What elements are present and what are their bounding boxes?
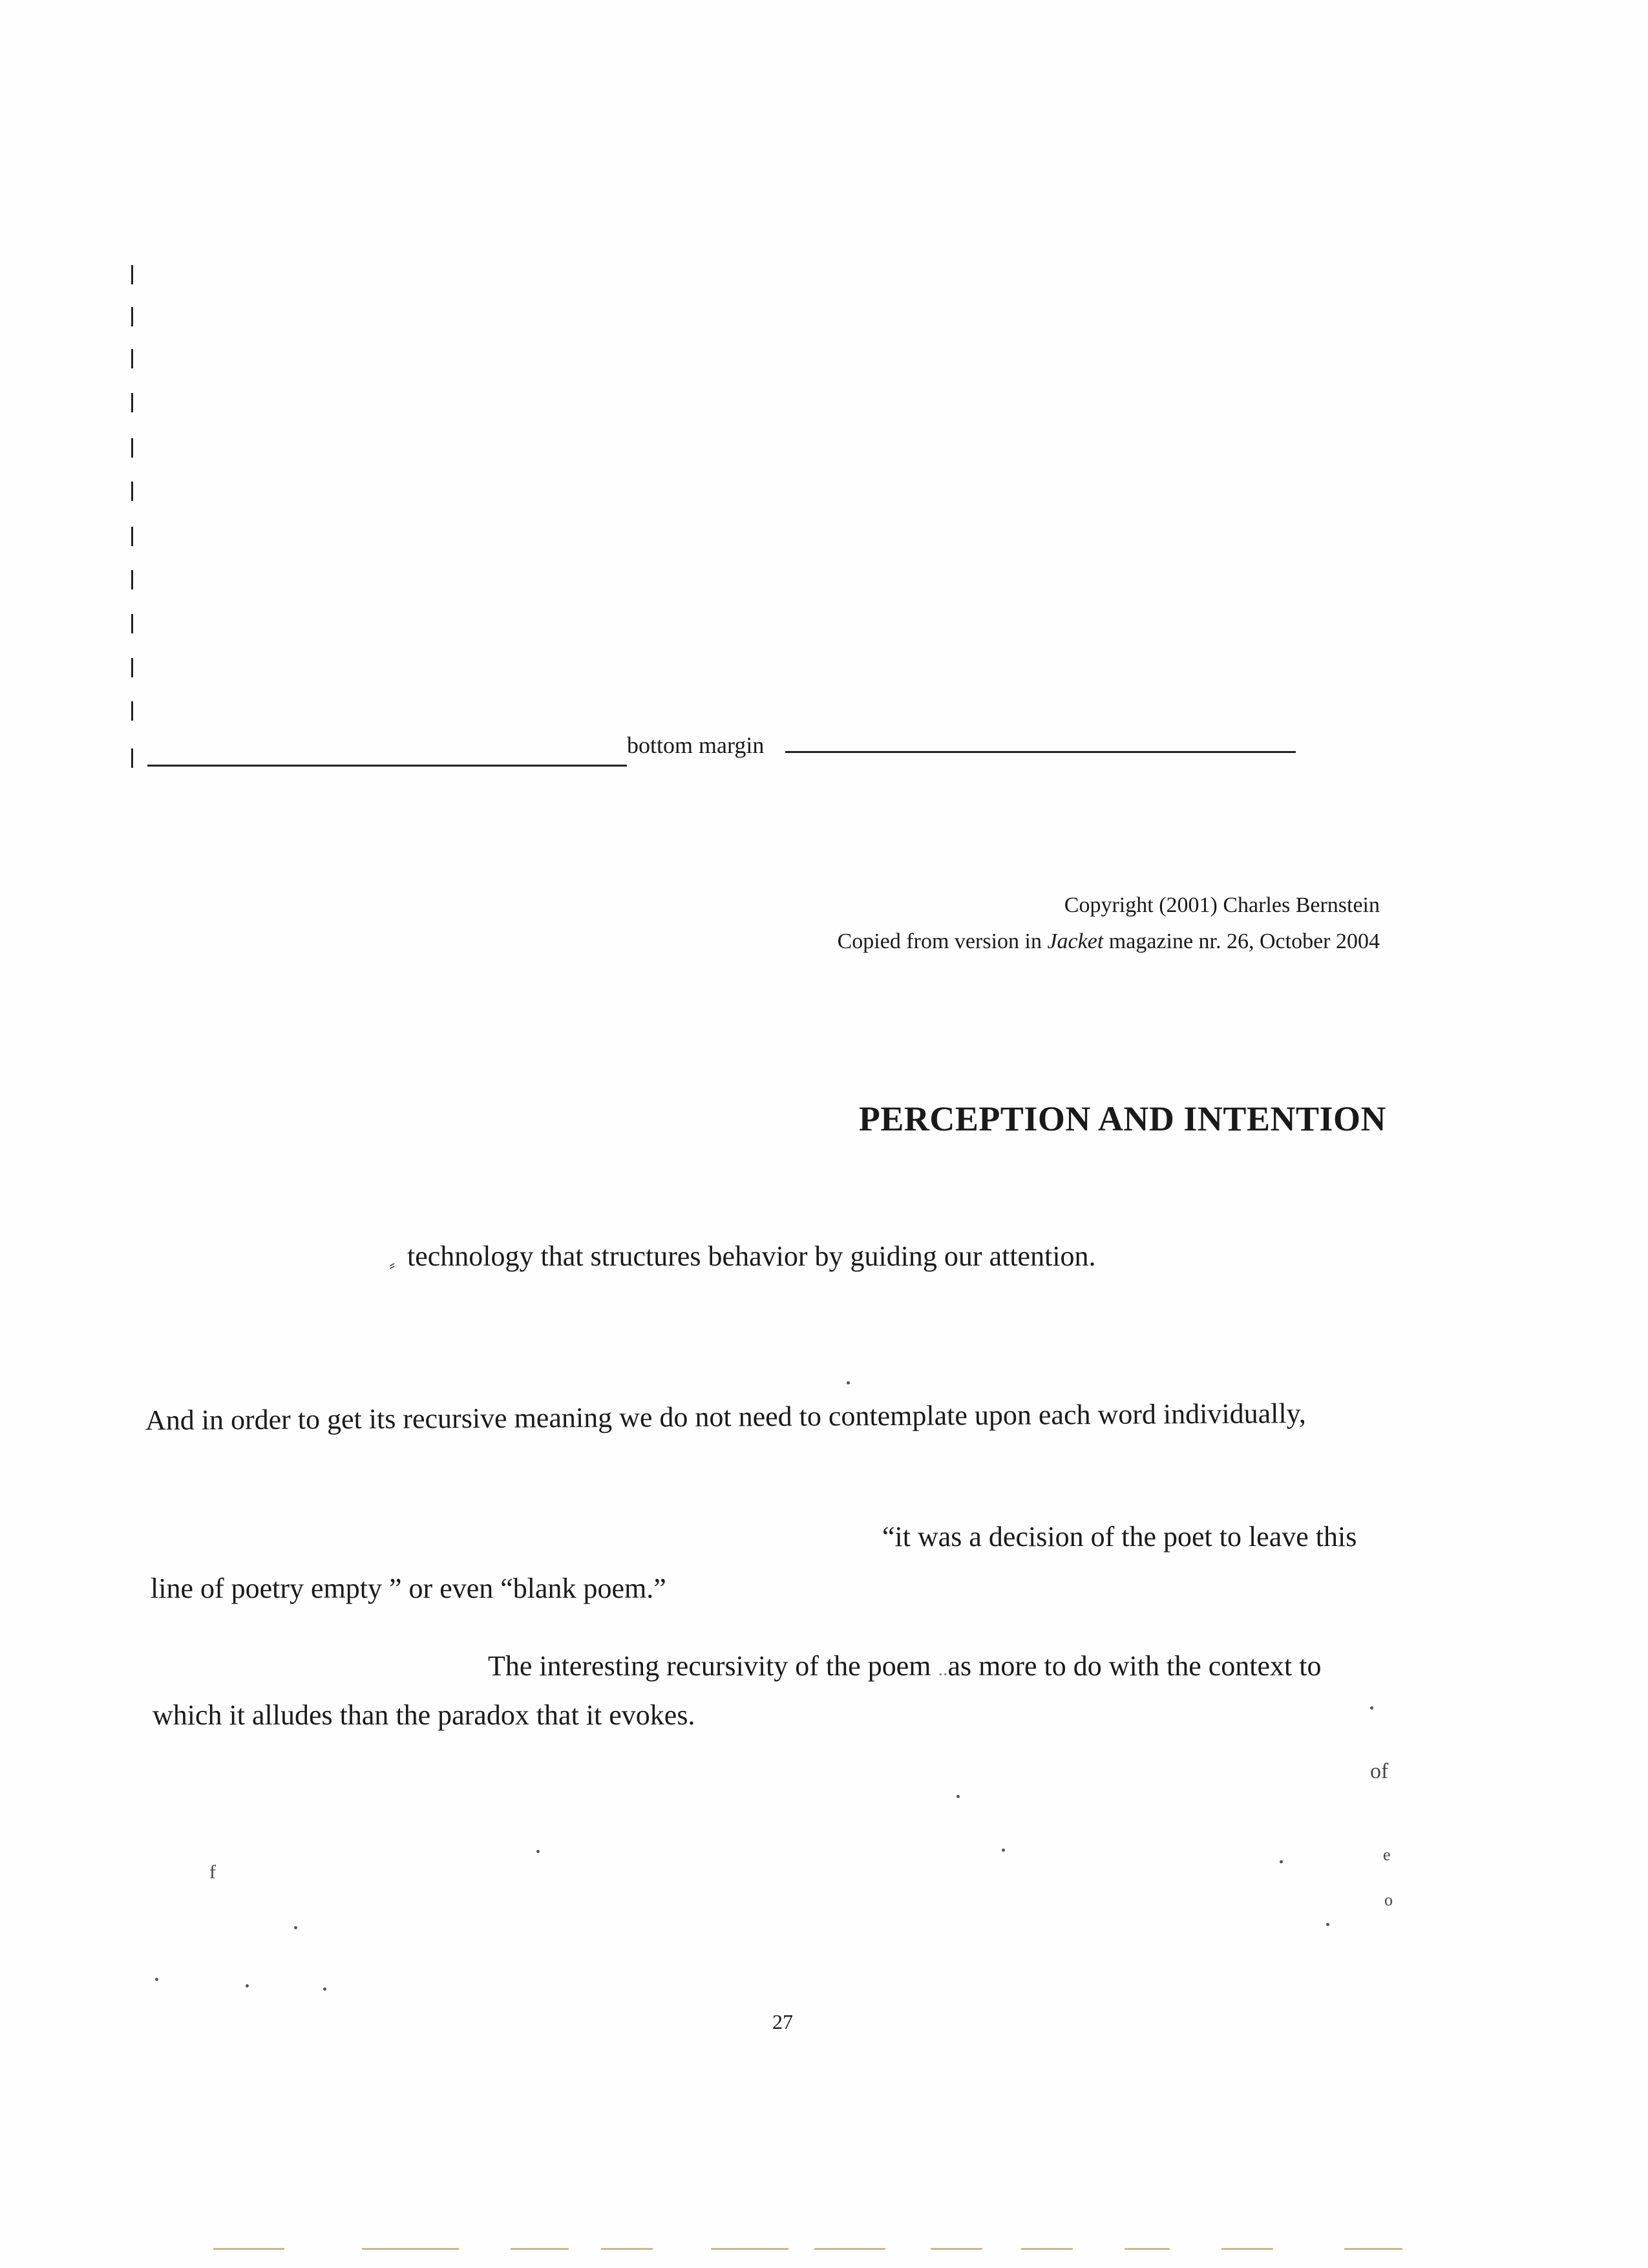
fragment-of: of (1370, 1759, 1389, 1783)
scan-artifact (601, 2248, 653, 2250)
scan-artifact (814, 2248, 885, 2250)
scan-artifact (511, 2248, 569, 2250)
margin-tick (131, 701, 133, 721)
speck (1370, 1706, 1373, 1710)
margin-rule-right (785, 751, 1296, 753)
scan-artifact (362, 2248, 459, 2250)
margin-tick (131, 393, 133, 412)
scan-artifact (1344, 2248, 1402, 2250)
source-suffix: magazine nr. 26, October 2004 (1103, 929, 1380, 953)
margin-tick (131, 570, 133, 589)
page-number: 27 (772, 2010, 793, 2033)
margin-label: bottom margin (627, 732, 765, 758)
page-title: PERCEPTION AND INTENTION (858, 1099, 1386, 1138)
scan-artifact (711, 2248, 788, 2250)
body-line-3: “it was a decision of the poet to leave this (882, 1521, 1357, 1553)
margin-tick (131, 748, 133, 768)
copyright-text: Copyright (2001) Charles Bernstein (1064, 893, 1380, 917)
margin-tick (131, 482, 133, 501)
copyright-line (1064, 893, 1380, 918)
margin-tick (131, 658, 133, 677)
body-line-5a: The interesting recursivity of the poem (488, 1650, 931, 1682)
fragment-o: o (1384, 1891, 1393, 1909)
margin-tick (131, 265, 133, 284)
scan-artifact (1021, 2248, 1073, 2250)
source-line (838, 929, 1380, 954)
body-line-6: which it alludes than the paradox that it evokes. (153, 1699, 695, 1731)
body-line-4: line of poetry empty ” or even “blank poem.” (151, 1573, 666, 1604)
speck (155, 1978, 158, 1981)
scan-artifact (1125, 2248, 1170, 2250)
body-line-1: technology that structures behavior by guiding our attention. (407, 1240, 1096, 1272)
speck (1002, 1849, 1005, 1852)
body-line-2: And in order to get its recursive meaning we do not need to contemplate upon each word individually, (145, 1397, 1306, 1436)
body-line-5b: as more to do with the context to (947, 1650, 1322, 1682)
fragment-f: f (209, 1861, 216, 1883)
fragment-e: e (1383, 1845, 1391, 1864)
margin-rule-left (147, 765, 627, 767)
margin-tick (131, 307, 133, 326)
speck (847, 1381, 850, 1384)
speck (956, 1795, 960, 1798)
speck (323, 1987, 326, 1991)
body-line-5 (488, 1649, 1321, 1682)
scan-artifact (213, 2248, 284, 2250)
margin-tick (131, 349, 133, 368)
margin-tick (131, 614, 133, 633)
scan-artifact (931, 2248, 982, 2250)
speck (246, 1984, 249, 1987)
scan-artifact (1221, 2248, 1273, 2250)
speck (294, 1926, 297, 1929)
faded-h: .. (938, 1659, 948, 1680)
margin-tick (131, 527, 133, 546)
speck (536, 1850, 540, 1853)
scan-fragment: ⸗ (389, 1255, 396, 1275)
source-prefix: Copied from version in (837, 929, 1048, 953)
margin-tick (131, 438, 133, 458)
speck (1280, 1860, 1283, 1863)
speck (1326, 1923, 1329, 1926)
magazine-name: Jacket (1047, 929, 1104, 953)
